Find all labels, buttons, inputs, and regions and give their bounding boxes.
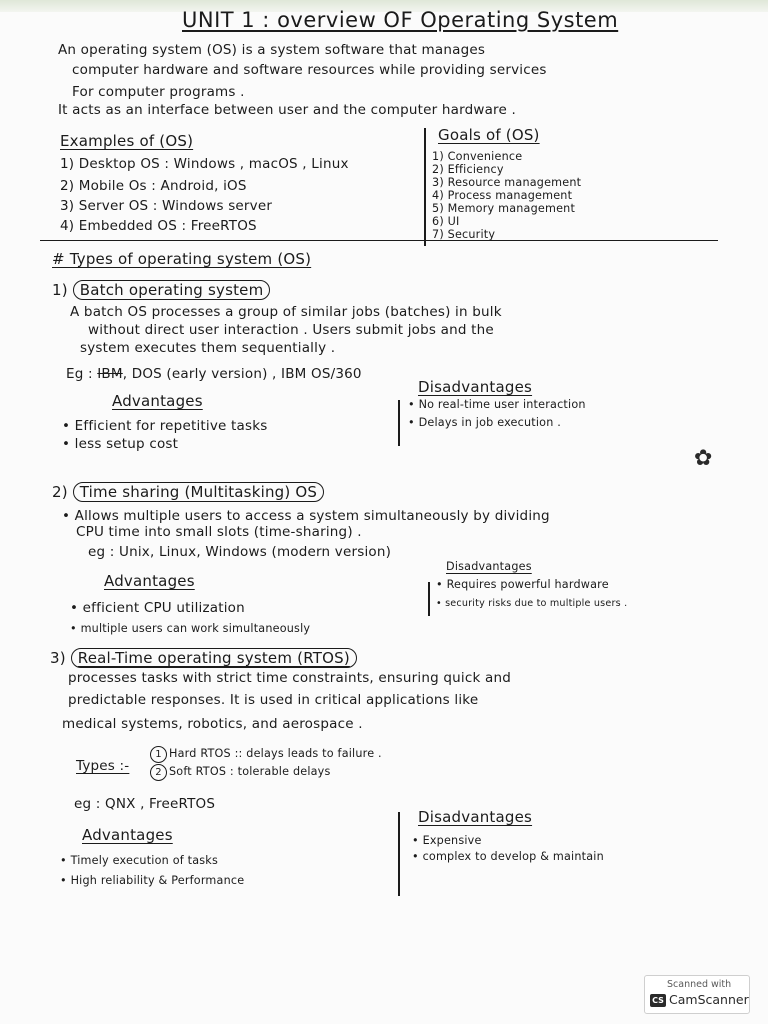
types-heading: # Types of operating system (OS) xyxy=(52,250,312,268)
timesharing-advantages-heading: Advantages xyxy=(104,572,195,590)
batch-eg-struck: IBM xyxy=(97,366,123,382)
timesharing-line-2: CPU time into small slots (time-sharing) . xyxy=(76,524,362,540)
example-item-2 xyxy=(60,178,247,194)
timesharing-dis-1: • Requires powerful hardware xyxy=(436,578,609,591)
number-one-icon: 1 xyxy=(150,746,167,763)
example-item-1 xyxy=(60,156,349,172)
example-text-4: Embedded OS : FreeRTOS xyxy=(78,218,257,234)
example-number-1: 1) xyxy=(60,156,79,172)
rtos-advantages-heading: Advantages xyxy=(82,826,173,844)
batch-divider xyxy=(398,400,400,446)
example-number-4: 4) xyxy=(60,218,79,234)
watermark-brand: CamScanner xyxy=(669,992,749,1007)
intro-line-1: An operating system (OS) is a system software that manages xyxy=(58,42,486,58)
timesharing-heading-row: 2) Time sharing (Multitasking) OS xyxy=(52,482,324,502)
timesharing-adv-2: • multiple users can work simultaneously xyxy=(70,622,311,635)
rtos-type-hard xyxy=(150,746,382,763)
goal-item-4: 4) Process management xyxy=(432,189,573,202)
example-text-3: Server OS : Windows server xyxy=(78,198,273,214)
examples-goals-divider xyxy=(424,128,426,246)
rtos-type-hard-text: Hard RTOS :: delays leads to failure . xyxy=(169,747,382,760)
batch-eg-label: Eg : xyxy=(66,366,93,382)
goal-text-1: Convenience xyxy=(447,150,523,163)
batch-dis-1-text: No real-time user interaction xyxy=(418,398,586,411)
timesharing-adv-1-text: efficient CPU utilization xyxy=(82,600,245,616)
rtos-type-soft-text: Soft RTOS : tolerable delays xyxy=(169,765,331,778)
rtos-dis-2-text: complex to develop & maintain xyxy=(422,850,604,863)
goal-item-5: 5) Memory management xyxy=(432,202,576,215)
rtos-disadvantages-heading: Disadvantages xyxy=(418,808,533,826)
timesharing-dis-1-text: Requires powerful hardware xyxy=(446,578,609,591)
timesharing-example: eg : Unix, Linux, Windows (modern version) xyxy=(88,544,392,560)
batch-eg-rest: , DOS (early version) , IBM OS/360 xyxy=(122,366,362,382)
rtos-adv-2: • High reliability & Performance xyxy=(60,874,245,887)
rtos-example: eg : QNX , FreeRTOS xyxy=(74,796,216,812)
batch-line-1: A batch OS processes a group of similar jobs (batches) in bulk xyxy=(70,304,502,320)
rtos-adv-1: • Timely execution of tasks xyxy=(60,854,219,867)
batch-line-2: without direct user interaction . Users submit jobs and the xyxy=(88,322,494,338)
timesharing-dis-2-text: security risks due to multiple users . xyxy=(445,598,628,609)
goal-item-1: 1) Convenience xyxy=(432,150,523,163)
rtos-adv-2-text: High reliability & Performance xyxy=(70,874,245,887)
batch-adv-1-text: Efficient for repetitive tasks xyxy=(74,418,268,434)
example-item-4 xyxy=(60,218,257,234)
rtos-dis-1: • Expensive xyxy=(412,834,482,847)
rtos-heading: Real-Time operating system (RTOS) xyxy=(71,648,357,668)
batch-example xyxy=(66,366,362,382)
watermark-caption: Scanned with xyxy=(667,979,732,990)
rtos-types-label: Types :- xyxy=(76,758,130,774)
timesharing-adv-1: • efficient CPU utilization xyxy=(70,600,245,616)
goal-text-4: Process management xyxy=(447,189,573,202)
rtos-divider xyxy=(398,812,400,896)
rtos-type-soft xyxy=(150,764,331,781)
timesharing-adv-2-text: multiple users can work simultaneously xyxy=(80,622,311,635)
goal-text-7: Security xyxy=(447,228,496,241)
goal-text-2: Efficiency xyxy=(447,163,504,176)
rtos-line-1: processes tasks with strict time constraints, ensuring quick and xyxy=(68,670,511,686)
example-number-2: 2) xyxy=(60,178,79,194)
batch-adv-2: • less setup cost xyxy=(62,436,179,452)
example-text-2: Mobile Os : Android, iOS xyxy=(78,178,247,194)
page-title: UNIT 1 : overview OF Operating System xyxy=(182,8,619,32)
batch-adv-1: • Efficient for repetitive tasks xyxy=(62,418,268,434)
batch-line-3: system executes them sequentially . xyxy=(80,340,336,356)
example-number-3: 3) xyxy=(60,198,79,214)
goal-item-7: 7) Security xyxy=(432,228,496,241)
timesharing-divider xyxy=(428,582,430,616)
rtos-line-2: predictable responses. It is used in critical applications like xyxy=(68,692,479,708)
goal-text-3: Resource management xyxy=(447,176,582,189)
timesharing-disadvantages-heading: Disadvantages xyxy=(446,560,532,573)
section-divider xyxy=(40,240,718,241)
rtos-line-3: medical systems, robotics, and aerospace . xyxy=(62,716,363,732)
examples-heading: Examples of (OS) xyxy=(60,132,194,150)
camscanner-logo-icon: CS xyxy=(650,994,666,1007)
batch-heading: Batch operating system xyxy=(73,280,271,300)
rtos-dis-1-text: Expensive xyxy=(422,834,482,847)
goal-text-6: UI xyxy=(447,215,460,228)
intro-line-3: For computer programs . xyxy=(72,84,245,100)
goal-item-3: 3) Resource management xyxy=(432,176,582,189)
timesharing-heading: Time sharing (Multitasking) OS xyxy=(73,482,324,502)
doodle-flower-icon: ✿ xyxy=(694,446,713,471)
timesharing-line-1: • Allows multiple users to access a system simultaneously by dividing xyxy=(62,508,550,524)
example-item-3 xyxy=(60,198,272,214)
batch-dis-1: • No real-time user interaction xyxy=(408,398,586,411)
batch-dis-2: • Delays in job execution . xyxy=(408,416,562,429)
intro-line-4: It acts as an interface between user and the computer hardware . xyxy=(58,102,517,118)
rtos-heading-row: 3) Real-Time operating system (RTOS) xyxy=(50,648,357,668)
number-two-icon: 2 xyxy=(150,764,167,781)
intro-line-2: computer hardware and software resources while providing services xyxy=(72,62,547,78)
batch-adv-2-text: less setup cost xyxy=(74,436,179,452)
batch-disadvantages-heading: Disadvantages xyxy=(418,378,533,396)
timesharing-line-1-text: Allows multiple users to access a system simultaneously by dividing xyxy=(74,508,550,524)
goal-text-5: Memory management xyxy=(447,202,576,215)
example-text-1: Desktop OS : Windows , macOS , Linux xyxy=(78,156,349,172)
timesharing-dis-2: • security risks due to multiple users . xyxy=(436,598,628,609)
batch-heading-row: 1) Batch operating system xyxy=(52,280,270,300)
goals-heading: Goals of (OS) xyxy=(438,126,540,144)
camscanner-watermark xyxy=(644,975,750,1014)
goal-item-2: 2) Efficiency xyxy=(432,163,504,176)
rtos-dis-2: • complex to develop & maintain xyxy=(412,850,604,863)
batch-dis-2-text: Delays in job execution . xyxy=(418,416,562,429)
batch-advantages-heading: Advantages xyxy=(112,392,203,410)
rtos-adv-1-text: Timely execution of tasks xyxy=(70,854,219,867)
goal-item-6: 6) UI xyxy=(432,215,460,228)
